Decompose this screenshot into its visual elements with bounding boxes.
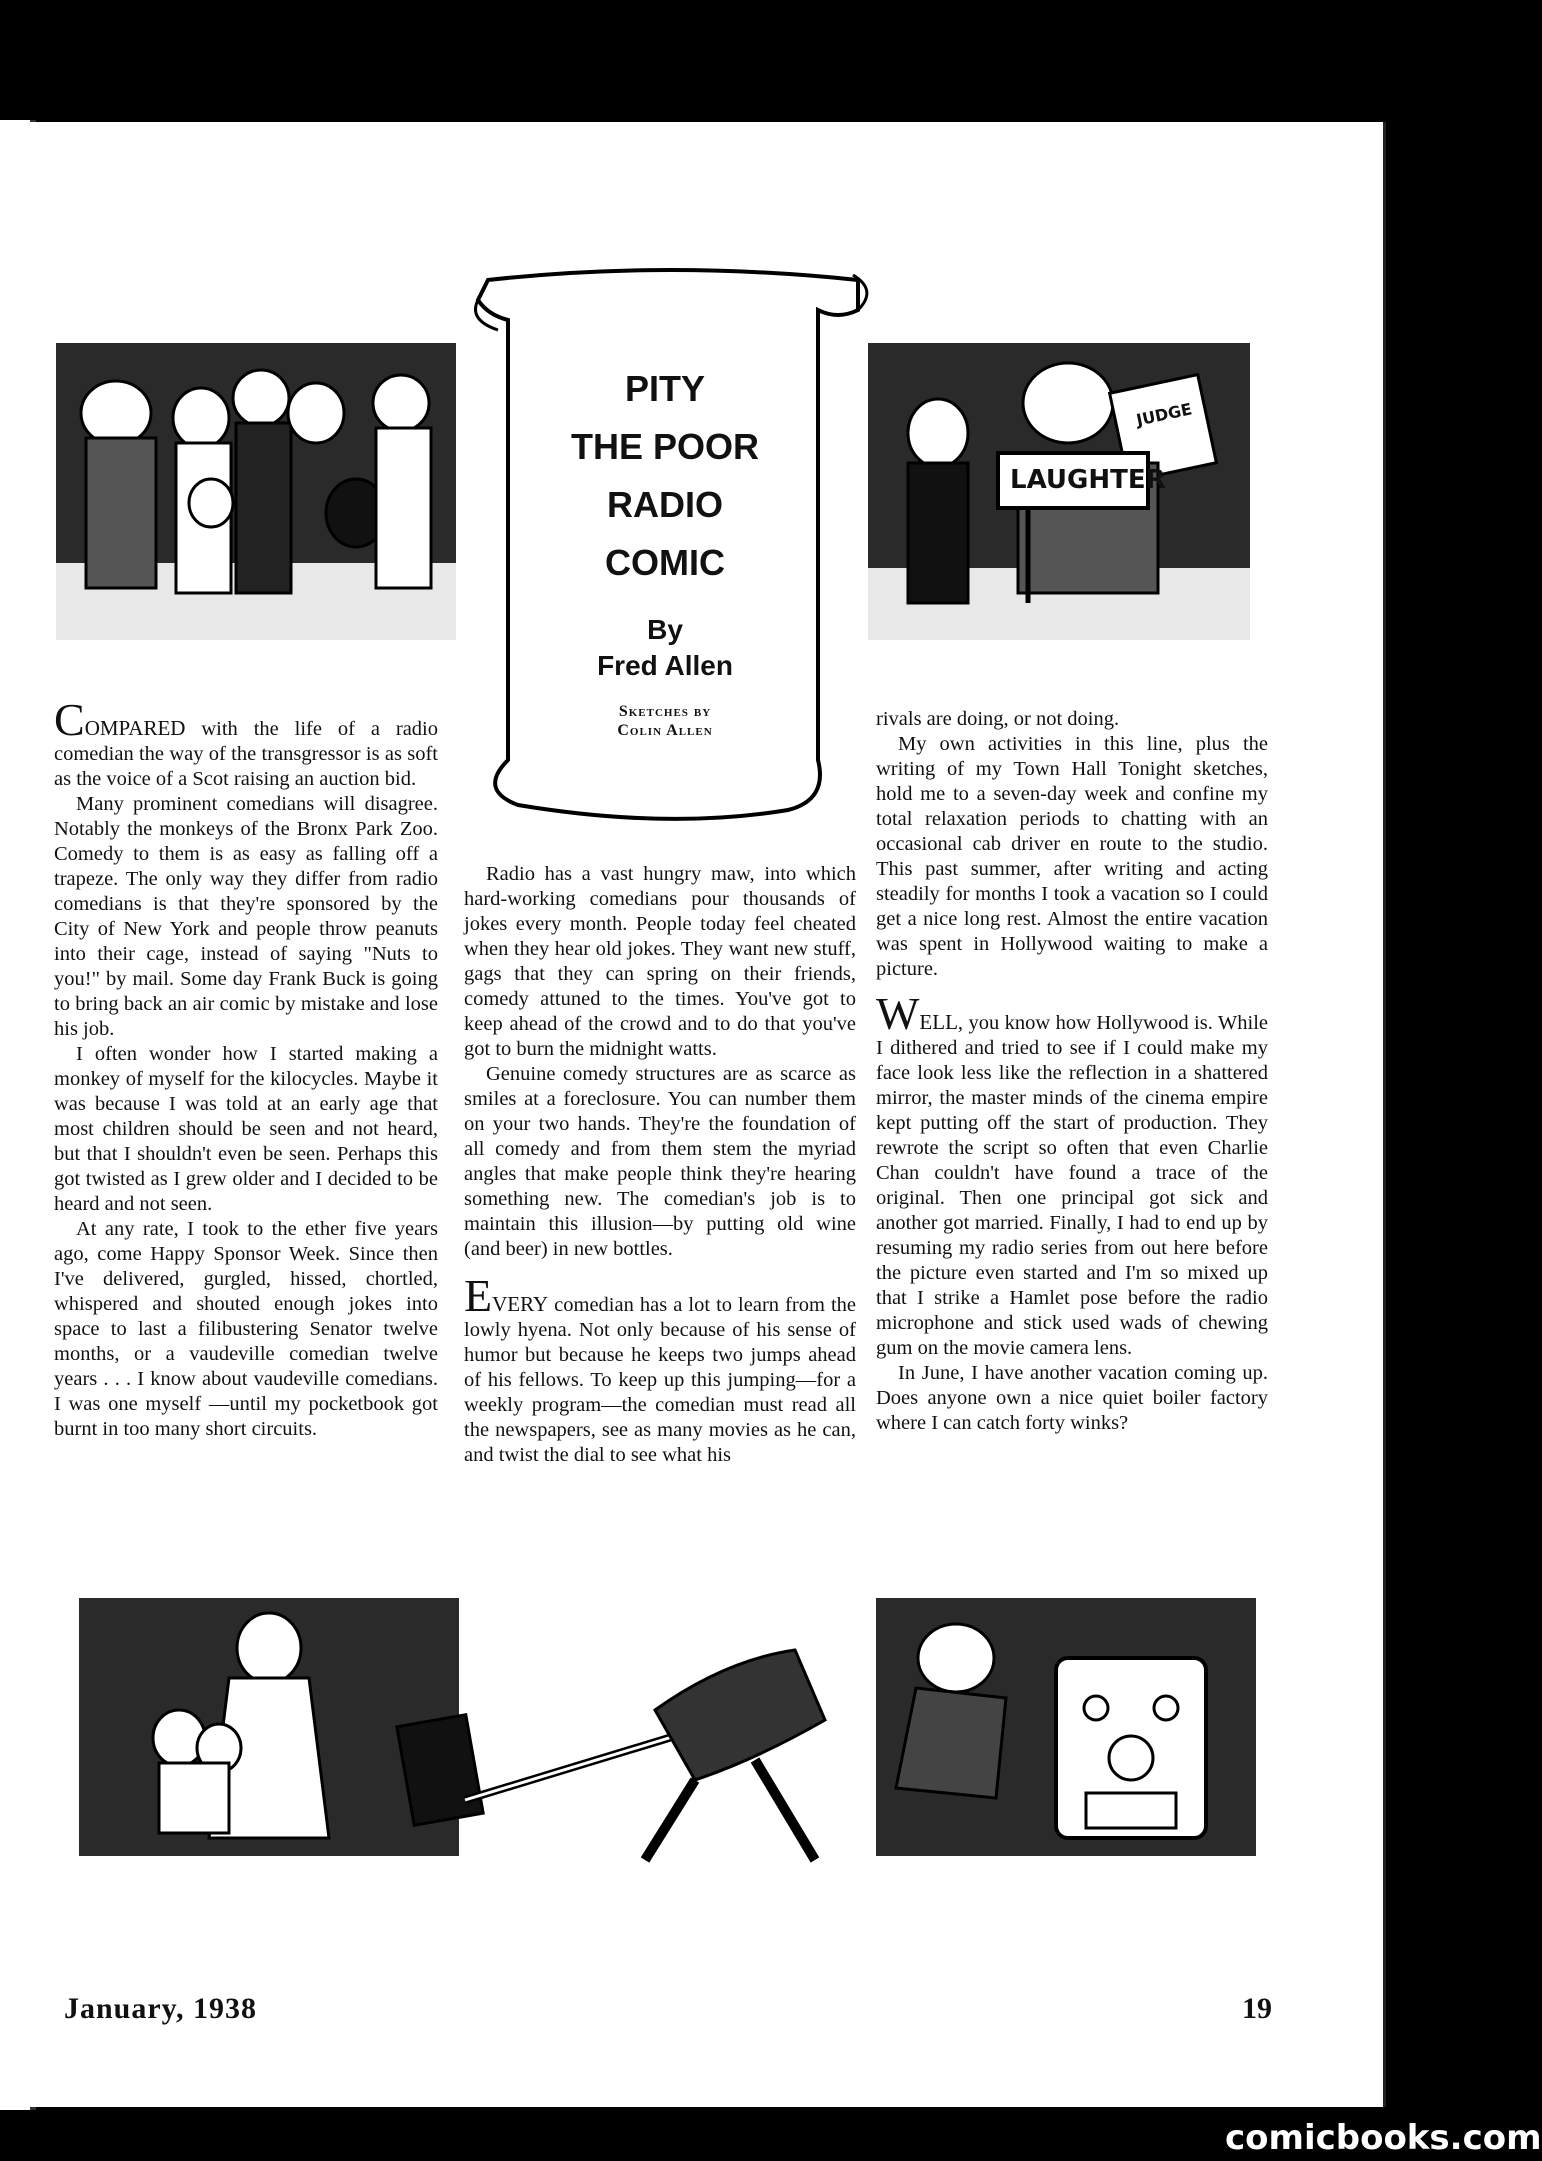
- issue-date: January, 1938: [64, 1992, 258, 2025]
- column-right: [876, 707, 1268, 1436]
- sketch-credit-name: Colin Allen: [617, 722, 713, 739]
- paragraph: [54, 694, 438, 792]
- title-line: RADIO: [607, 484, 723, 525]
- lead-in: VERY: [492, 1292, 549, 1316]
- byline: [540, 612, 790, 684]
- paragraph-text: , you know how Hollywood is. While I dithered and tried to see if I could make my face look less like the reflection in a shattered mirror, the master minds of the cinema empire kept putting off the start of production. They rewrote the script so often that even Charlie Chan couldn't have found a trace of the original. Then one principal got sick and another got married. Finally, I had to end up by resuming my radio series from out here before the picture even started and I'm so mixed up that I strike a Hamlet pose before the radio microphone and stick used wads of chewing gum on the movie camera lens.: [876, 1012, 1268, 1359]
- illustration-laughter: [868, 343, 1250, 640]
- title-line: THE POOR: [570, 426, 759, 467]
- paragraph: Many prominent comedians will disagree. Notably the monkeys of the Bronx Park Zoo. Comedy to them is as easy as falling off a trapeze. The only way they differ from radio comedians is that they're sponsored by the City of New York and people throw peanuts into their cage, instead of saying "Nuts to you!" by mail. Some day Frank Buck is going to bring back an air comic by mistake and lose his job.: [54, 793, 438, 1040]
- paragraph: In June, I have another vacation coming up. Does anyone own a nice quiet boiler factory where I can catch forty winks?: [876, 1362, 1268, 1434]
- byline-author: Fred Allen: [597, 650, 733, 681]
- sketch-credit: [545, 702, 785, 740]
- title-line: COMIC: [605, 542, 725, 583]
- magazine-cover-text: JUDGE: [1134, 399, 1194, 430]
- column-left: [54, 694, 438, 1442]
- drop-cap: E: [464, 1270, 493, 1321]
- illustration-axe-man: [395, 1560, 955, 1880]
- laughter-sign-text: LAUGHTER: [1010, 465, 1166, 495]
- lead-in: ELL: [919, 1010, 958, 1034]
- drop-cap: W: [876, 988, 920, 1039]
- paragraph: [876, 988, 1268, 1361]
- title-line: PITY: [624, 368, 705, 409]
- byline-by: By: [647, 614, 683, 645]
- column-middle: [464, 862, 856, 1468]
- paragraph: I often wonder how I started making a monkey of myself for the kilocycles. Maybe it was because I was told at an early age that most children should be seen and not heard, but that I shouldn't even be seen. Perhaps this got twisted as I grew older and I decided to be heard and not seen.: [54, 1043, 438, 1215]
- paragraph-text: with the life of a radio comedian the way of the transgressor is as soft as the voice of a Scot raising an auction bid.: [54, 718, 438, 790]
- article-title: [530, 360, 800, 592]
- illustration-crowd: [56, 343, 456, 640]
- drop-cap: C: [54, 694, 85, 745]
- illustration-radio: [876, 1598, 1256, 1856]
- sketch-credit-label: Sketches by: [618, 703, 712, 720]
- paragraph: [464, 1270, 856, 1468]
- page-number: 19: [1242, 1992, 1272, 2025]
- paragraph: rivals are doing, or not doing.: [876, 708, 1120, 730]
- paragraph: Radio has a vast hungry maw, into which hard-working comedians pour thousands of jokes every month. People today feel cheated when they hear old jokes. They want new stuff, gags that they can spring on their friends, comedy attuned to the times. You've got to keep ahead of the crowd and to do that you've got to burn the midnight watts.: [464, 863, 856, 1060]
- paragraph: At any rate, I took to the ether five years ago, come Happy Sponsor Week. Since then I've delivered, gurgled, hissed, chortled, whispered and shouted enough jokes into space to last a filibustering Senator twelve months, or a vaudeville comedian twelve years . . . I know about vaudeville comedians. I was one myself —until my pocketbook got burnt in too many short circuits.: [54, 1218, 438, 1440]
- source-watermark: comicbooks.com: [1225, 2118, 1542, 2158]
- lead-in: OMPARED: [84, 716, 186, 740]
- paragraph: My own activities in this line, plus the writing of my Town Hall Tonight sketches, hold me to a seven-day week and confine my total relaxation periods to chatting with an occasional cab driver en route to the studio. This past summer, after writing and acting steadily for months I took a vacation so I could get a nice long rest. Almost the entire vacation was spent in Hollywood waiting to make a picture.: [876, 733, 1268, 980]
- paragraph-text: comedian has a lot to learn from the lowly hyena. Not only because of his sense of humor but because he keeps two jumps ahead of his fellows. To keep up this jumping—for a weekly program—the comedian must read all the newspapers, see as many movies as he can, and twist the dial to see what his: [464, 1294, 856, 1466]
- paragraph: Genuine comedy structures are as scarce as smiles at a foreclosure. You can number them on your two hands. They're the foundation of all comedy and from them stem the myriad angles that make people think they're hearing something new. The comedian's job is to maintain this illusion—by putting old wine (and beer) in new bottles.: [464, 1063, 856, 1260]
